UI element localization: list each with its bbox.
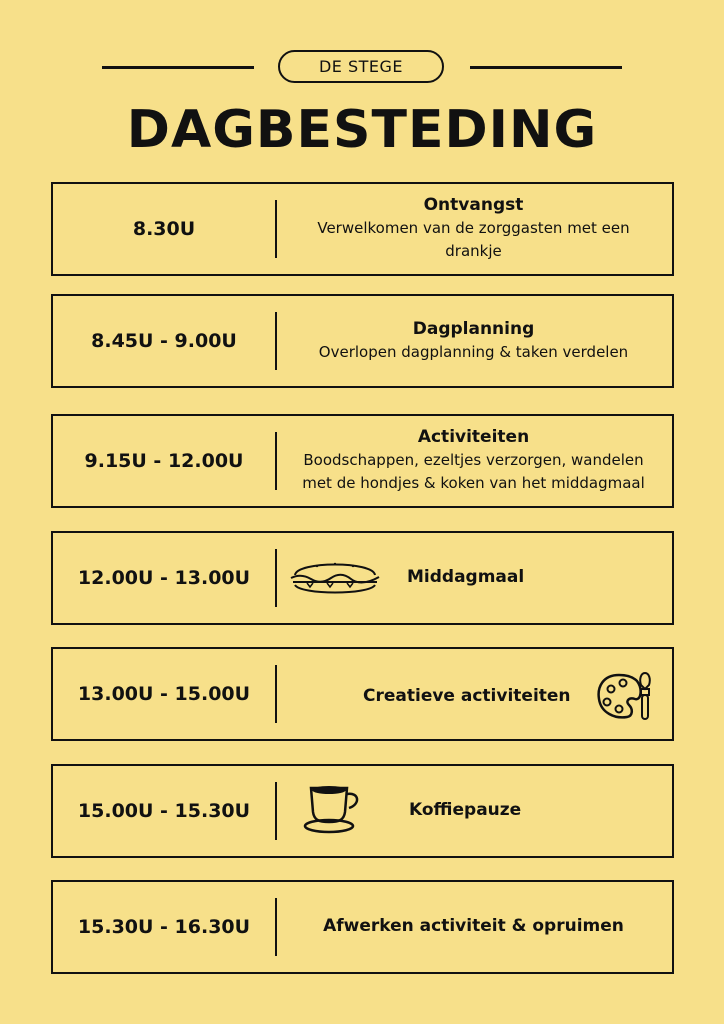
row-divider (275, 432, 277, 490)
row-time: 15.00U - 15.30U (77, 800, 251, 822)
row-time: 8.30U (132, 218, 196, 240)
header-rule-right (470, 66, 622, 69)
row-title: Activiteiten (417, 427, 530, 447)
row-description-line: Verwelkomen van de zorggasten met een (317, 219, 630, 237)
page-title: DAGBESTEDING (126, 100, 598, 160)
row-content (279, 184, 668, 274)
row-description-line: Overlopen dagplanning & taken verdelen (318, 342, 629, 361)
row-title: Koffiepauze (409, 800, 522, 820)
paint-palette-icon (595, 669, 657, 725)
row-title: Middagmaal (407, 567, 525, 587)
row-title: Dagplanning (412, 318, 535, 339)
row-title: Afwerken activiteit & opruimen (323, 916, 624, 936)
row-content (279, 416, 668, 506)
row-content (279, 296, 668, 386)
row-divider (275, 200, 277, 258)
sandwich-icon (287, 555, 383, 599)
row-description-line: drankje (445, 242, 502, 260)
schedule-row-activiteiten (51, 414, 674, 508)
row-time: 12.00U - 13.00U (77, 567, 251, 589)
schedule-row-dagplanning (51, 294, 674, 388)
row-divider (275, 665, 277, 723)
row-divider (275, 312, 277, 370)
row-divider (275, 782, 277, 840)
row-divider (275, 898, 277, 956)
row-divider (275, 549, 277, 607)
schedule-row-middagmaal (51, 531, 674, 625)
row-time: 13.00U - 15.00U (77, 683, 251, 705)
row-title: Ontvangst (423, 195, 524, 215)
row-content (279, 882, 668, 972)
header-rule-left (102, 66, 254, 69)
row-time: 9.15U - 12.00U (84, 450, 244, 472)
schedule-row-ontvangst (51, 182, 674, 276)
row-time: 8.45U - 9.00U (91, 330, 237, 352)
row-description-line: Boodschappen, ezeltjes verzorgen, wandelen (303, 451, 644, 469)
coffee-cup-icon (303, 780, 363, 836)
schedule-row-creatief (51, 647, 674, 741)
organization-tag: DE STEGE (278, 50, 444, 83)
row-description-line: met de hondjes & koken van het middagmaal (302, 474, 645, 492)
row-time: 15.30U - 16.30U (77, 916, 251, 938)
schedule-row-afwerken (51, 880, 674, 974)
schedule-row-koffiepauze (51, 764, 674, 858)
row-title: Creatieve activiteiten (363, 686, 571, 706)
